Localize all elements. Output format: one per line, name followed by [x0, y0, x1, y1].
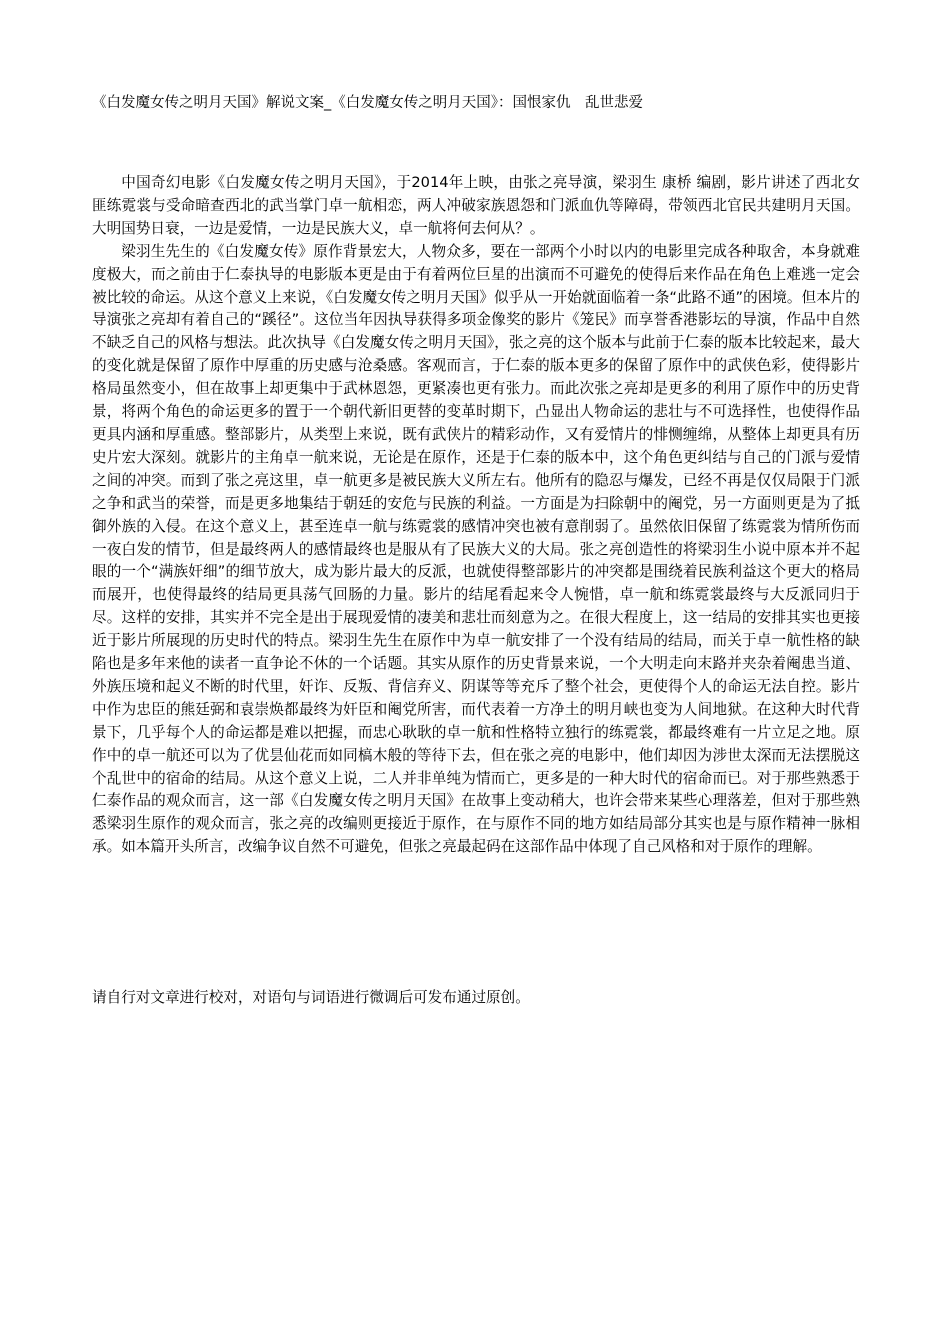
paragraph-analysis: 梁羽生先生的《白发魔女传》原作背景宏大，人物众多，要在一部两个小时以内的电影里完成各种取舍，本身就难度极大，而之前由于仁泰执导的电影版本更是由于有着两位巨星的出演而不可避免的使得后来作品在角色上难逃一定会被比较的命运。从这个意义上来说，《白发魔女传之明月天国》似乎从一开始就面临着一条“此路不通”的困境。但本片的导演张之亮却有着自己的“蹊径”。这位当年因执导获得多项金像奖的影片《笼民》而享誉香港影坛的导演，作品中自然不缺乏自己的风格与想法。此次执导《白发魔女传之明月天国》，张之亮的这个版本与此前于仁泰的版本比较起来，最大的变化就是保留了原作中厚重的历史感与沧桑感。客观而言，于仁泰的版本更多的保留了原作中的武侠色彩，使得影片格局虽然变小，但在故事上却更集中于武林恩怨，更紧凑也更有张力。而此次张之亮却是更多的利用了原作中的历史背景，将两个角色的命运更多的置于一个朝代新旧更替的变革时期下，凸显出人物命运的悲壮与不可选择性，也使得作品更具内涵和厚重感。整部影片，从类型上来说，既有武侠片的精彩动作，又有爱情片的悱恻缠绵，从整体上却更具有历史片宏大深刻。就影片的主角卓一航来说，无论是在原作，还是于仁泰的版本中，这个角色更纠结与自己的门派与爱情之间的冲突。而到了张之亮这里，卓一航更多是被民族大义所左右。他所有的隐忍与爆发，已经不再是仅仅局限于门派之争和武当的荣誉，而是更多地集结于朝廷的安危与民族的利益。一方面是为扫除朝中的阉党，另一方面则更是为了抵御外族的入侵。在这个意义上，甚至连卓一航与练霓裳的感情冲突也被有意削弱了。虽然依旧保留了练霓裳为情所伤而一夜白发的情节，但是最终两人的感情最终也是服从有了民族大义的大局。张之亮创造性的将梁羽生小说中原本并不起眼的一个“满族奸细”的细节放大，成为影片最大的反派，也就使得整部影片的冲突都是围绕着民族利益这个更大的格局而展开，也使得最终的结局更具荡气回肠的力量。影片的结尾看起来令人惋惜，卓一航和练霓裳最终与大反派同归于尽。这样的安排，其实并不完全是出于展现爱情的凄美和悲壮而刻意为之。在很大程度上，这一结局的安排其实也更接近于影片所展现的历史时代的特点。梁羽生先生在原作中为卓一航安排了一个没有结局的结局，而关于卓一航性格的缺陷也是多年来他的读者一直争论不休的一个话题。其实从原作的历史背景来说，一个大明走向末路并夹杂着阉患当道、外族压境和起义不断的时代里，奸诈、反叛、背信弃义、阴谋等等充斥了整个社会，更使得个人的命运无法自控。影片中作为忠臣的熊廷弼和袁崇焕都最终为奸臣和阉党所害，而代表着一方净土的明月峡也变为人间地狱。在这种大时代背景下，几乎每个人的命运都是难以把握，而忠心耿耿的卓一航和性格特立独行的练霓裳，都最终难有一片立足之地。原作中的卓一航还可以为了优昙仙花而如同槁木般的等待下去，但在张之亮的电影中，他们却因为涉世太深而无法摆脱这个乱世中的宿命的结局。从这个意义上说，二人并非单纯为情而亡，更多是的一种大时代的宿命而已。对于那些熟悉于仁泰作品的观众而言，这一部《白发魔女传之明月天国》在故事上变动稍大，也许会带来某些心理落差，但对于那些熟悉梁羽生原作的观众而言，张之亮的改编则更接近于原作，在与原作不同的地方如结局部分其实也是与原作精神一脉相承。如本篇开头所言，改编争议自然不可避免，但张之亮最起码在这部作品中体现了自己风格和对于原作的理解。 [92, 242, 860, 856]
article-body [92, 172, 860, 859]
proofreading-note: 请自行对文章进行校对，对语句与词语进行微调后可发布通过原创。 [92, 989, 530, 1006]
paragraph-intro: 中国奇幻电影《白发魔女传之明月天国》，于2014年上映，由张之亮导演，梁羽生 康桥 编剧，影片讲述了西北女匪练霓裳与受命暗查西北的武当掌门卓一航相恋，两人冲破家族恩怨和门派血仇等障碍，带领西北官民共建明月天国。大明国势日衰，一边是爱情，一边是民族大义，卓一航将何去何从？。 [92, 174, 860, 237]
document-title: 《白发魔女传之明月天国》解说文案_《白发魔女传之明月天国》：国恨家仇 乱世悲爱 [92, 95, 643, 111]
